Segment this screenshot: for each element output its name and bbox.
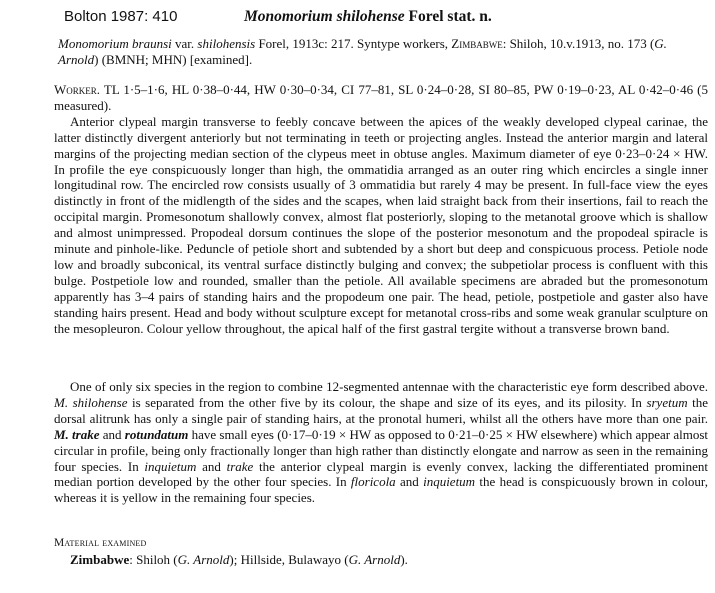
comparison-text: is separated from the other five by its colour, the shape and size of its eyes, and its pilosity. In: [127, 394, 647, 410]
worker-description-text: Anterior clypeal margin transverse to feebly concave between the apices of the weakly developed clypeal carinae, the latter distinctly divergent anteriorly but not terminating in teeth or projecting angles. Instead the anterior margin and lateral margins of the projecting median section of the clypeus meet in obtuse angles. Maximum diameter of eye 0·23–0·24 × HW. In profile the eye conspicuously longer than high, the ommatidia arranged as an outer ring which encircles a single inner longitudinal row. The encircled row consists usually of 3 ommatidia but rarely 4 may be present. In full-face view the eyes distinctly in front of the midlength of the sides and the scapes, when laid straight back from their insertions, fail to reach the occipital margin. Promesonotum shallowly convex, almost flat posteriorly, sloping to the metanotal groove which is shallow and almost unimpressed. Propodeal dorsum continues the slope of the posterior mesonotum and the propodeal spiracle is minute and pinhole-like. Peduncle of petiole short and subtended by a short but deep and conspicuous process. Petiole node low and broadly subconical, its ventral surface distinctly bulging and convex; the subpetiolar process is confluent with this bulge. Postpetiole low and rounded, smaller than the petiole. All available specimens are abraded but the promesonotum apparently has 3–4 pairs of standing hairs and the propodeum one pair. The head, petiole, postpetiole and gaster also have standing hairs present. Head and body without sculpture except for metanotal cross-ribs and some weak granular sculpture on the mesopleuron. Colour yellow throughout, the apical half of the first gastral tergite without a transverse brown band.: [54, 113, 708, 336]
material-text: ); Hillside, Bulawayo (: [229, 552, 349, 567]
species-ref: inquietum: [423, 474, 476, 490]
material-collector: G. Arnold: [348, 552, 401, 567]
species-ref: M. trake: [54, 426, 100, 442]
species-ref: inquietum: [144, 458, 197, 474]
material-line: [70, 552, 408, 568]
comparison-text: and: [395, 474, 424, 490]
material-country: Zimbabwe: [70, 552, 130, 567]
material-heading: Material examined: [54, 537, 147, 549]
species-authority: Forel stat. n.: [404, 8, 492, 25]
measurements-text: TL 1·5–1·6, HL 0·38–0·44, HW 0·30–0·34, CI 77–81, SL 0·24–0·28, SI 80–85, PW 0·19–0·23, AL 0·42–0·46 (5 measured).: [54, 82, 708, 113]
synonym-variety: shilohensis: [197, 36, 256, 51]
species-ref: trake: [226, 458, 254, 474]
synonym-name: Monomorium braunsi: [58, 36, 172, 51]
comparison-text: and: [99, 426, 125, 442]
synonym-entry: [58, 36, 708, 68]
worker-description: [54, 82, 708, 337]
synonym-text: : Shiloh, 10.v.1913, no. 173 (: [502, 36, 655, 51]
species-name: Monomorium shilohense: [244, 8, 405, 25]
species-ref: rotundatum: [124, 426, 189, 442]
synonym-country: Zimbabwe: [451, 36, 503, 51]
material-text: ).: [400, 552, 408, 567]
species-title: [244, 8, 492, 26]
species-ref: floricola: [350, 474, 396, 490]
comparison-text: the dorsal alitrunk has only a single pair of standing hairs, at the pronotal humeri, whilst all the others have more than one pair.: [54, 394, 709, 426]
worker-measurements: [54, 82, 708, 114]
species-ref: sryetum: [646, 394, 688, 410]
material-collector: G. Arnold: [177, 552, 230, 567]
header: [64, 8, 695, 30]
material-text: : Shiloh (: [129, 552, 178, 567]
comparison-text: and: [196, 458, 227, 474]
comparison-text: the head is conspicuously brown in colour, whereas it is yellow in the remaining four species.: [54, 474, 708, 506]
species-ref: M. shilohense: [54, 394, 128, 410]
comparison-paragraph: [54, 379, 708, 506]
comparison-text: the anterior clypeal margin is evenly convex, lacking the differentiated prominent median portion developed by the other four species. In: [54, 458, 708, 490]
synonym-text: var.: [171, 36, 198, 51]
comparison-text: One of only six species in the region to combine 12-segmented antennae with the characteristic eye form described above.: [70, 379, 708, 394]
citation-label: Bolton 1987: 410: [64, 8, 178, 25]
synonym-text: ) (BMNH; MHN) [examined].: [94, 52, 253, 67]
worker-lead: Worker.: [54, 82, 101, 97]
synonym-text: Forel, 1913c: 217. Syntype workers,: [255, 36, 452, 51]
synonym-collector: G. Arnold: [58, 36, 667, 67]
comparison-text: have small eyes (0·17–0·19 × HW as opposed to 0·21–0·25 × HW elsewhere) which appear almost circular in profile, being only fractionally longer than high rather than distinctly elongate and narrow as seen in the remaining four species. In: [54, 426, 709, 474]
